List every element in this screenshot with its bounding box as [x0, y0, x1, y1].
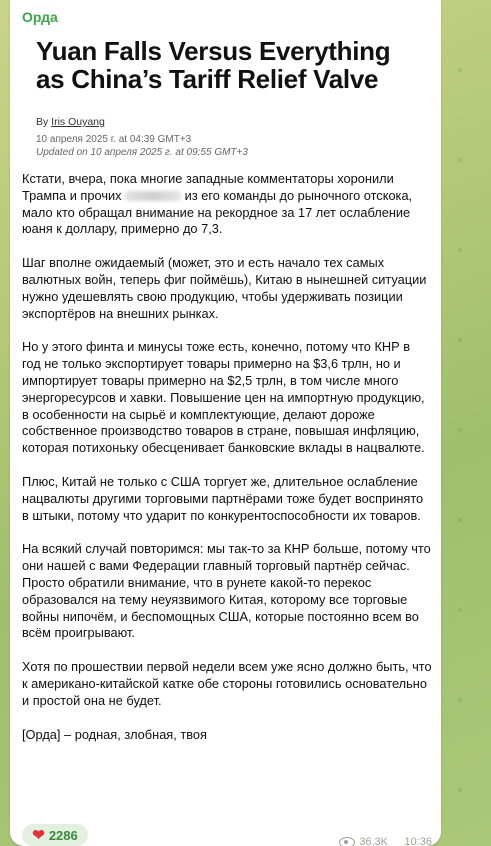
paragraph-2: Шаг вполне ожидаемый (может, это и есть начало тех самых валютных войн, теперь фиг поймёшь), Китаю в нынешней ситуации нужно удешевлять свою продукцию, чтобы удерживать позиции экспортёров на внешних рынках.	[22, 255, 427, 321]
paragraph-7: [Орда] – родная, злобная, твоя	[22, 726, 207, 742]
paragraph-4: Плюс, Китай не только с США торгует же, длительное ослабление нацвалюты другими торговыми партнёрами тоже будет воспринято в штыки, потому что ударит по конкурентоспособности их товаров.	[22, 473, 424, 523]
article-published-date: 10 апреля 2025 г. at 04:39 GMT+3	[36, 134, 192, 145]
redacted-text	[125, 191, 181, 201]
message-bubble	[10, 0, 441, 846]
channel-name[interactable]: Орда	[22, 9, 58, 25]
article-byline	[36, 116, 105, 128]
paragraph-1	[22, 171, 432, 238]
paragraph-6: Хотя по прошествии первой недели всем уже ясно должно быть, что к американо-китайской катке обе стороны готовились основательно и простой она не будет.	[22, 659, 432, 708]
paragraph-5: На всякий случай повторимся: мы так-то за КНР больше, потому что они нашей с вами Федерации главный торговый партнёр сейчас. Просто обратили внимание, что в рунете какой-то перекос образовался на тему неуязвимого Китая, которому все торговые войны нипочём, и беспомощных США, которые постоянно всем во всём проигрывают.	[22, 541, 431, 641]
heart-icon: ❤	[32, 826, 45, 844]
paragraph-1-part-b: из его команды до рыночного отскока, мало кто обращал внимание на рекордное за 17 лет ослабление юаня к доллару, примерно до 7,3.	[22, 187, 413, 237]
eye-icon	[339, 837, 355, 846]
article-author: Iris Ouyang	[51, 116, 105, 128]
paragraph-3: Но у этого финта и минусы тоже есть, конечно, потому что КНР в год не только экспортирует товары примерно на $3,6 трлн, но и импортирует товары примерно на $2,5 трлн, в том числе много энергоресурсов и хавки. Повышение цен на импортную продукцию, в особенности на сырьё и комплектующие, делают дороже собственное производство товаров в стране, повышая инфляцию, которая потихоньку обесценивает банковские вклады в нацвалюте.	[22, 339, 425, 456]
message-text	[22, 171, 432, 760]
message-time: 10:36	[404, 836, 432, 846]
views-counter	[339, 836, 388, 846]
byline-prefix: By	[36, 116, 52, 128]
article-screenshot	[22, 30, 429, 165]
message-footer	[22, 824, 432, 846]
reaction-button[interactable]	[22, 824, 88, 846]
article-title: Yuan Falls Versus Everything as China’s Tariff Relief Valve	[36, 36, 391, 94]
article-updated-date: Updated on 10 апреля 2025 г. at 09:55 GMT+3	[36, 147, 248, 158]
reaction-count: 2286	[48, 827, 78, 843]
paragraph-1-part-a: Кстати, вчера, пока многие западные комментаторы хоронили Трампа и прочих	[22, 171, 394, 203]
views-count: 36,3K	[359, 836, 388, 846]
